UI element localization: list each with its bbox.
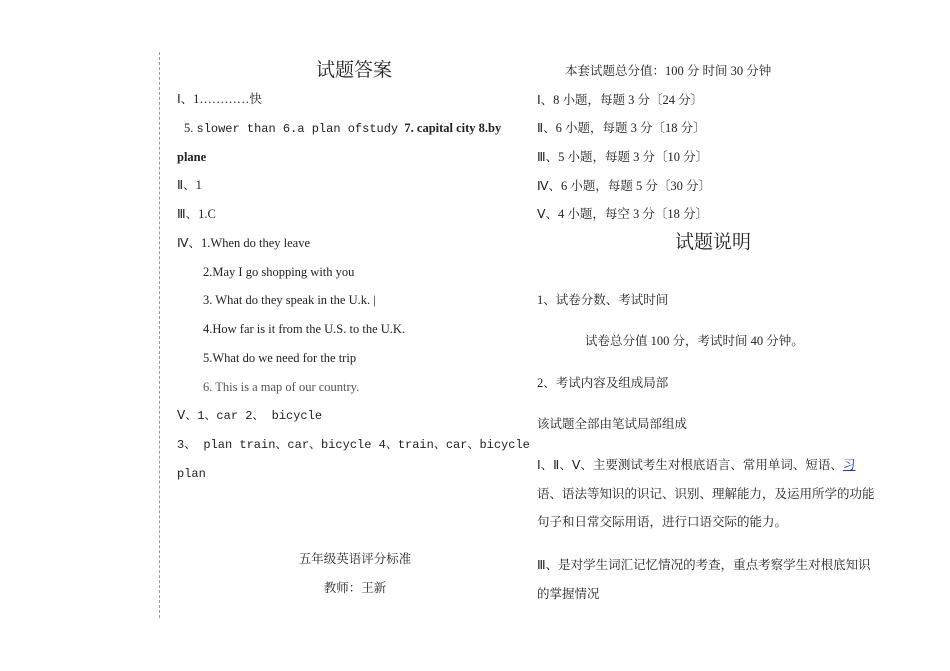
section-1-body: 试卷总分值 100 分，考试时间 40 分钟。: [585, 334, 804, 348]
answer-i-8-cont: plane: [177, 150, 207, 164]
fold-line: [159, 52, 160, 618]
total-score: 本套试题总分值：100 分 时间 30 分钟: [565, 64, 772, 78]
answer-iii: Ⅲ、1.C: [177, 207, 216, 221]
section-3-line-3: 句子和日常交际用语，进行口语交际的能力。: [537, 515, 788, 529]
answer-i-5-line: [184, 120, 501, 137]
section-3-line-2: 语、语法等知识的识记、识别、理解能力，及运用所学的功能: [537, 487, 875, 501]
explanation-title: 试题说明: [675, 232, 752, 253]
score-iii: Ⅲ、5 小题，每题 3 分〔10 分〕: [537, 150, 709, 164]
section-3-text: Ⅰ、Ⅱ、Ⅴ、主要测试考生对根底语言、常用单词、短语、: [537, 458, 843, 472]
score-v: Ⅴ、4 小题，每空 3 分〔18 分〕: [537, 207, 709, 221]
score-ii: Ⅱ、6 小题，每题 3 分〔18 分〕: [537, 121, 706, 135]
answer-i-7-8: 7. capital city 8.by: [404, 121, 502, 135]
answer-iv-6: 6. This is a map of our country.: [203, 380, 360, 394]
section-4-line-1: Ⅲ、是对学生词汇记忆情况的考查，重点考察学生对根底知识: [537, 558, 871, 572]
answer-title: 试题答案: [316, 60, 393, 81]
answer-i: Ⅰ、1…………快: [177, 92, 262, 106]
answer-i-5-num: 5.: [184, 121, 197, 135]
score-iv: Ⅳ、6 小题，每题 5 分〔30 分〕: [537, 179, 712, 193]
answer-ii: Ⅱ、1: [177, 178, 202, 192]
section-2-body: 该试题全部由笔试局部组成: [537, 417, 688, 431]
answer-iv-1: Ⅳ、1.When do they leave: [177, 236, 311, 250]
answer-v-2: 3、 plan train、car、bicycle 4、train、car、bicycle: [177, 438, 530, 452]
section-2-heading: 2、考试内容及组成局部: [537, 376, 669, 390]
section-4-line-2: 的掌握情况: [537, 587, 600, 601]
footer-teacher: 教师：王新: [323, 581, 387, 595]
section-1-heading: 1、试卷分数、考试时间: [537, 293, 669, 307]
answer-v-1: Ⅴ、1、car 2、 bicycle: [177, 409, 323, 423]
footer-standard: 五年级英语评分标准: [298, 552, 412, 566]
answer-iv-2: 2.May I go shopping with you: [203, 265, 355, 279]
idiom-link[interactable]: 习: [842, 458, 856, 472]
answer-iv-3: 3. What do they speak in the U.k. |: [203, 293, 376, 307]
answer-i-5-text: slower than 6.a plan ofstudy: [196, 122, 399, 136]
section-3-line-1: [537, 457, 855, 473]
answer-iv-4: 4.How far is it from the U.S. to the U.K.: [203, 322, 406, 336]
answer-iv-5: 5.What do we need for the trip: [203, 351, 357, 365]
score-i: Ⅰ、8 小题，每题 3 分〔24 分〕: [537, 93, 704, 107]
answer-v-3: plan: [177, 467, 206, 481]
